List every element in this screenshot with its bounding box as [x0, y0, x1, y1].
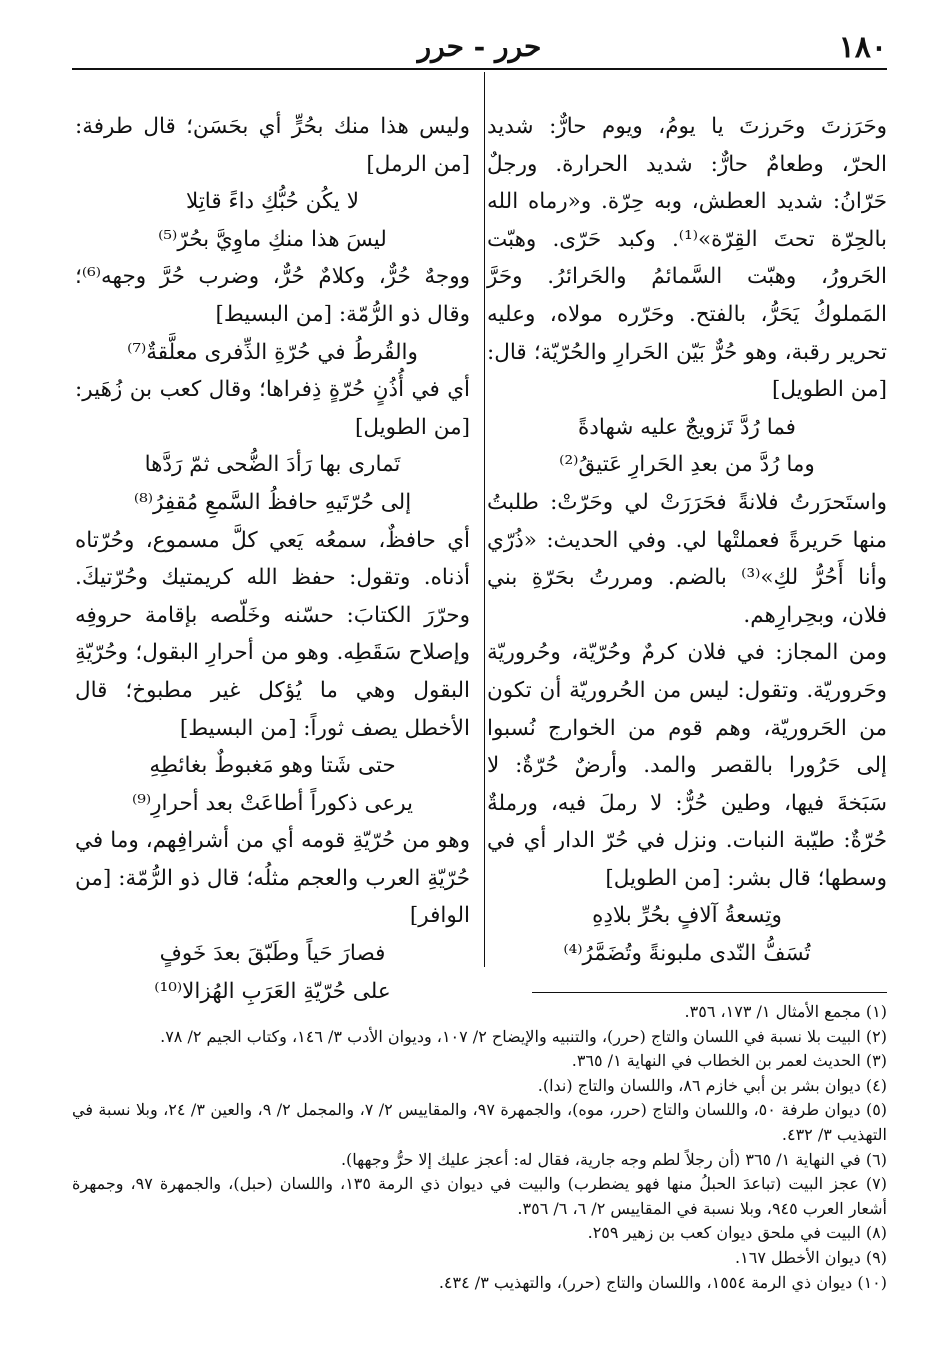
verse-line: على حُرّيّةِ العَرَبِ الهُزالا⁽¹⁰⁾ — [154, 978, 391, 1004]
verse-line: فصارَ حَياً وطَبّقَ بعدَ خَوفٍ — [159, 941, 386, 967]
footnote: (٥) ديوان طرفة ٥٠، واللسان والتاج (حرر، موه)، والجمهرة ٩٧، والمقاييس ٢/ ٧، والمجمل ٢/ ٩، والعين ٣/ ٢٤، وبلا نسبة في التهذيب ٣/ ٤٣٢. — [72, 1100, 888, 1144]
column-divider — [484, 72, 485, 967]
paragraph: واستَحرَرتُ فلانةً فحَرَرَتْ لي وحَرّتْ: طلبتُ منها حَريرةً فعملتْها لي. وفي الحديث: «ذُرّي وأنا أَحُرُّ لكِ»⁽³⁾ بالضم. ومررتُ بحَرّةِ بني فلان، وبحِرارِهم. — [487, 489, 887, 628]
footnote: (٧) عجز البيت (تباعدَ الحبلُ منها فهو يضطرب) والبيت في ديوان ذي الرمة ١٣٥، واللسان (حبل)، والجمهرة ٩٧، وجمهرة أشعار العرب ٩٤٥، وبلا نسبة في المقاييس ٢/ ٦، ٦/ ٣٥٦. — [72, 1174, 887, 1218]
verse-line: وتِسعةُ آلافٍ بحُرِّ بلادِهِ — [592, 903, 782, 929]
verse-line: إلى حُرّتَيهِ حافظُ السَّمعِ مُقفِرُ⁽⁸⁾ — [133, 489, 412, 515]
running-title: حرر - حرر — [417, 30, 542, 63]
verse-line: لا يكُن حُبُّكِ داءً قاتِلا — [185, 189, 360, 215]
paragraph: أي في أُذُنٍ حُرّةٍ ذِفراها؛ وقال كعب بن زُهَير: [من الطويل] — [75, 377, 470, 440]
footnote: (٣) الحديث لعمر بن الخطاب في النهاية ١/ ٣٦٥. — [571, 1051, 887, 1071]
verse-line: حتى شَتا وهو مَغبوطٌ بغائطِهِ — [149, 753, 396, 779]
right-column — [487, 108, 887, 973]
footnote: (٦) في النهاية ١/ ٣٦٥ (أن رجلاً لطم وجه جارية، فقال له: أعجز عليك إلا حرُّ وجهها). — [340, 1149, 887, 1169]
verse-line: والقُرطُ في حُرّةِ الذِّفرى معلَّقةٌ⁽⁷⁾ — [127, 339, 418, 365]
verse-line: تُسَفُّ النّدى ملبونةً وتُضَمَّرُ⁽⁴⁾ — [563, 941, 811, 967]
paragraph: ووجهٌ حُرٌّ، وكلامٌ حُرٌّ، وضرب حُرَّ وجهه⁽⁶⁾؛ وقال ذو الرُّمّة: [من البسيط] — [75, 264, 470, 327]
footnote: (٨) البيت في ملحق ديوان كعب بن زهير ٢٥٩. — [587, 1223, 887, 1243]
footnote: (٩) ديوان الأخطل ١٦٧. — [735, 1247, 887, 1267]
verse-line: فما رُدَّ تَزويجٌ عليه شهادةً — [578, 414, 796, 440]
verse-line: وما رُدَّ من بعدِ الحَرارِ عَتيقُ⁽²⁾ — [559, 452, 815, 478]
verse-line: ليسَ هذا منكِ ماوِيَّ بحُرّ⁽⁵⁾ — [158, 226, 387, 252]
left-column — [75, 108, 470, 1010]
verse-line: يرعى ذكوراً أطاعَتْ بعد أحرارِ⁽⁹⁾ — [131, 790, 414, 816]
footnote: (١) مجمع الأمثال ١/ ١٧٣، ٣٥٦. — [684, 1002, 887, 1021]
paragraph: وهو من حُرّيّةِ قومه أي من أشرافِهم، وما في حُرّيّةِ العرب والعجم مثلُه؛ قال ذو الرُّمّة: [من الوافر] — [75, 828, 470, 929]
footnote: (١٠) ديوان ذي الرمة ١٥٥٤، واللسان والتاج (حرر)، والتهذيب ٣/ ٤٣٤. — [438, 1272, 887, 1292]
paragraph: وحَرَزتَ وحَرزتَ يا يومُ، ويوم حارٌّ: شديد الحرّ، وطعامٌ حارٌّ: شديد الحرارة. ورجلٌ حَرّانُ: شديد العطش، وبه حِرّة. و«رماه الله بالحِرّة تحتَ القِرّة»⁽¹⁾. وكبد حَرّى. وهبّت الحَرورُ، وهبّت السَّمائمُ والحَرائرُ. وحَرَّ المَملوكُ يَحَرُّ، بالفتح. وحَرّره مولاه، وعليه تحرير رقبة، وهو حُرٌّ بَيّن الحَرارِ والحُرّيّة؛ قال: [من الطويل] — [487, 114, 887, 403]
footnote-rule — [532, 992, 887, 993]
footnote: (٤) ديوان بشر بن أبي خازم ٨٦، واللسان والتاج (ندا). — [537, 1075, 887, 1095]
paragraph: ومن المجاز: في فلان كرمٌ وحُرّيّة، وحُروريّة وحَروريّة. وتقول: ليس من الحُروريّة أن تكون من الحَروريّة، وهم قوم من الخوارج نُسبوا إلى حَرُورا بالقصر والمد. وأرضٌ حُرّةٌ: لا سَبَخةَ فيها، وطين حُرٌّ: لا رملَ فيه، ورملةٌ حُرّةٌ: طيّبة النبات. ونزل في حُرّ الدار أي في وسطها؛ قال بشر: [من الطويل] — [487, 640, 887, 891]
page-number: ١٨٠ — [838, 30, 887, 65]
page-header — [72, 30, 887, 66]
paragraph: وليس هذا منك بحُرٍّ أي بحَسَن؛ قال طرفة: [من الرمل] — [75, 114, 470, 177]
paragraph: أي حافظٌ، سمعُه يَعي كلَّ مسموع، وحُرّتاه أذناه. وتقول: حفظ الله كريمتيك وحُرّتيكَ. وحرّرَ الكتابَ: حسّنه وخَلّصه بإقامة حروفِه وإصلاح سَقَطِه. وهو من أحرارِ البقول؛ وحُرّيّةِ البقول وهي ما يُؤكل غير مطبوخ؛ قال الأخطل يصف ثوراً: [من البسيط] — [75, 527, 470, 741]
footnote: (٢) البيت بلا نسبة في اللسان والتاج (حرر)، والتنبيه والإيضاح ٢/ ١٠٧، وديوان الأدب ٣/ ١٤٦، وكتاب الجيم ٢/ ٧٨. — [160, 1026, 887, 1046]
verse-line: تَمارى بها رَأدَ الضُّحى ثمّ رَدَّها — [144, 452, 401, 478]
header-rule — [72, 68, 887, 70]
footnotes — [72, 1000, 887, 1295]
